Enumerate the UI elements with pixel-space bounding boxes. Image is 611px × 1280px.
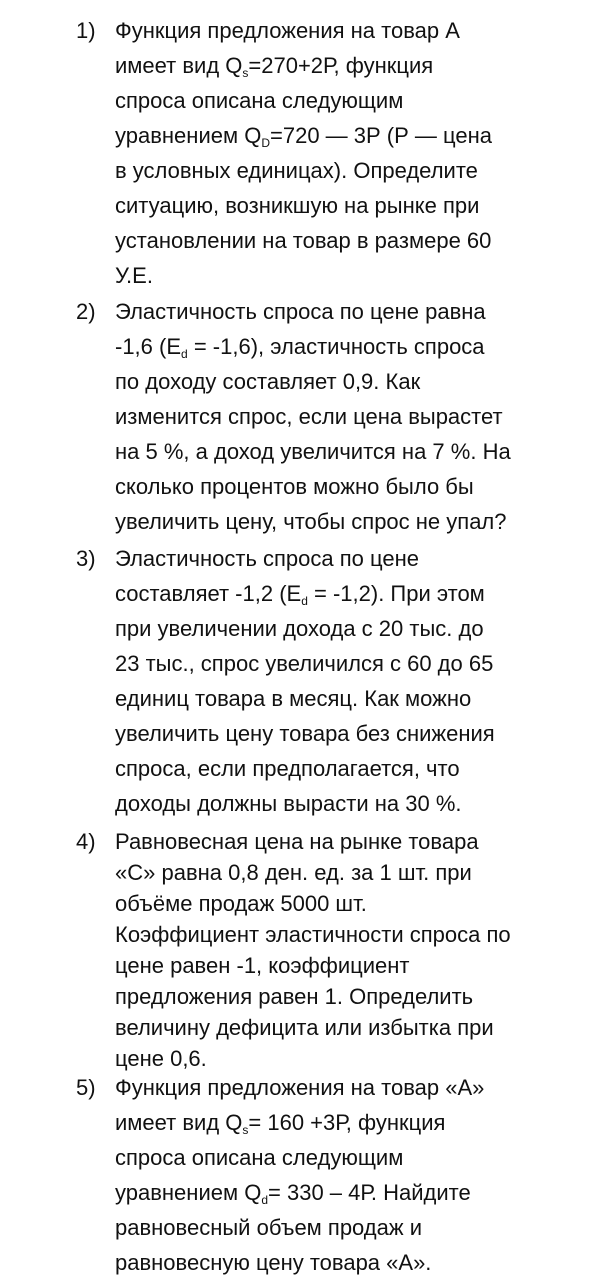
text-line: спроса описана следующим (115, 88, 404, 113)
text-line: уравнением $Q_d= 330 - 4Р$. Найдите (115, 1180, 471, 1207)
text-line: объёме продаж 5000 шт. (115, 891, 367, 916)
subscript: D (261, 136, 270, 150)
problem-number: 3) (76, 546, 96, 571)
text-line: Равновесная цена на рынке товара (115, 829, 479, 854)
text-line: изменится спрос, если цена вырастет (115, 404, 503, 429)
subscript: s (242, 66, 249, 80)
text-line: имеет вид $Q_s= 160 +3Р$, функция (115, 1110, 446, 1137)
text-line: имеет вид $Q_s=270+2Р$, функция (115, 53, 434, 80)
text-line: Эластичность спроса по цене (115, 546, 419, 571)
text-line: предложения равен 1. Определить (115, 984, 474, 1009)
text-line: ситуацию, возникшую на рынке при (115, 193, 480, 218)
text-line: равновесный объем продаж и (115, 1215, 423, 1240)
text-line: на 5 %, а доход увеличится на 7 %. На (115, 439, 511, 464)
problem-text (115, 541, 595, 821)
text-line: равновесную цену товара «А». (115, 1250, 432, 1275)
text-line: «С» равна 0,8 ден. ед. за 1 шт. при (115, 860, 472, 885)
text-line: по доходу составляет 0,9. Как (115, 369, 421, 394)
problem-number: 4) (76, 829, 96, 854)
text-line: спроса описана следующим (115, 1145, 404, 1170)
text-line: величину дефицита или избытка при (115, 1015, 494, 1040)
text-line: увеличить цену, чтобы спрос не упал? (115, 509, 507, 534)
problem-text (115, 1070, 595, 1280)
text-line: -1,6 $(E_d = -1,6)$, эластичность спроса (115, 334, 485, 361)
text-line: в условных единицах). Определите (115, 158, 478, 183)
problem-number: 1) (76, 18, 96, 43)
subscript: d (301, 594, 308, 608)
text-line: уравнением $Q_D=720$ — 3Р (Р — цена (115, 123, 492, 150)
subscript: d (261, 1193, 269, 1207)
text-line: 23 тыс., спрос увеличился с 60 до 65 (115, 651, 494, 676)
text-line: Функция предложения на товар А (115, 18, 460, 43)
problem-number: 5) (76, 1075, 96, 1100)
text-line: спроса, если предполагается, что (115, 756, 460, 781)
text-line: Эластичность спроса по цене равна (115, 299, 486, 324)
text-line: единиц товара в месяц. Как можно (115, 686, 472, 711)
text-line: установлении на товар в размере 60 (115, 228, 492, 253)
problem-text (115, 294, 595, 539)
text-line: при увеличении дохода с 20 тыс. до (115, 616, 484, 641)
text-line: Функция предложения на товар «А» (115, 1075, 485, 1100)
subscript: s (242, 1123, 249, 1137)
problem-text (115, 13, 595, 293)
problem-number: 2) (76, 299, 96, 324)
text-line: увеличить цену товара без снижения (115, 721, 495, 746)
text-line: доходы должны вырасти на 30 %. (115, 791, 462, 816)
text-line: составляет -1,2 $(E_d = -1,2)$. При этом (115, 581, 485, 608)
subscript: d (181, 347, 188, 361)
text-line: цене равен -1, коэффициент (115, 953, 410, 978)
text-line: Коэффициент эластичности спроса по (115, 922, 511, 947)
text-line: цене 0,6. (115, 1046, 207, 1071)
text-line: сколько процентов можно было бы (115, 474, 474, 499)
problem-text (115, 826, 595, 1074)
text-line: У.Е. (115, 263, 153, 288)
